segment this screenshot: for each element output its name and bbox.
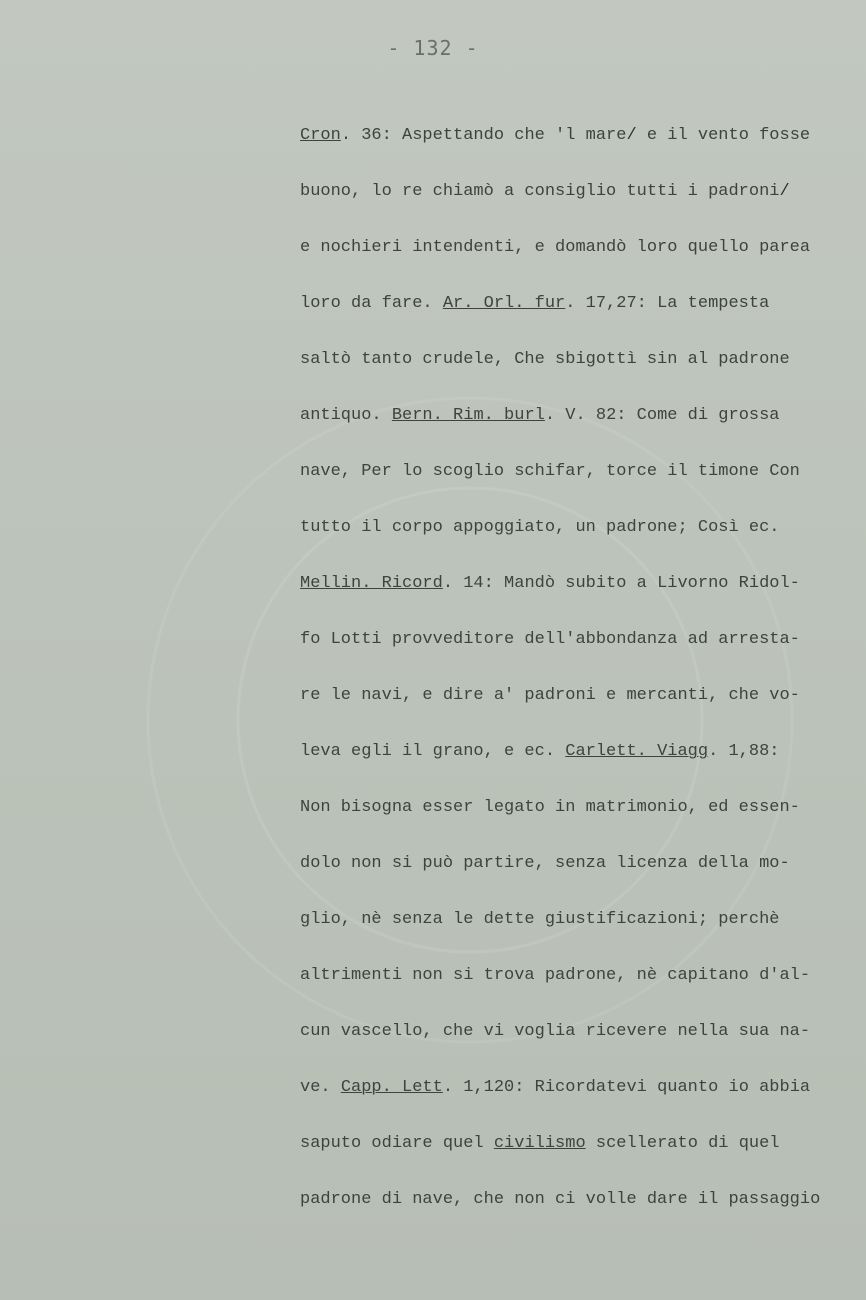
text-line — [300, 164, 860, 220]
text-line — [300, 444, 860, 500]
text-line — [300, 892, 860, 948]
text-line — [300, 724, 860, 780]
text-segment: altrimenti non si trova padrone, nè capitano d'al- — [300, 966, 811, 985]
text-segment: . 1,120: Ricordatevi quanto io abbia — [442, 1078, 811, 1097]
text-segment: dolo non si può partire, senza licenza della mo- — [300, 854, 790, 873]
text-segment: . 1,88: — [708, 742, 780, 761]
text-segment: . 14: Mandò subito a Livorno Ridol- — [442, 574, 800, 593]
text-segment: cun vascello, che vi voglia ricevere nella sua na- — [300, 1022, 811, 1041]
underlined-citation: Mellin. Ricord — [300, 574, 443, 593]
text-line — [300, 1116, 860, 1172]
text-segment: nave, Per lo scoglio schifar, torce il timone Con — [300, 462, 800, 481]
text-line — [300, 612, 860, 668]
text-line — [300, 836, 860, 892]
text-line — [300, 1004, 860, 1060]
underlined-citation: Cron — [300, 126, 341, 145]
text-segment: loro da fare. — [300, 294, 443, 313]
text-segment: antiquo. — [300, 406, 392, 425]
underlined-citation: Carlett. Viagg — [565, 742, 709, 761]
text-line — [300, 668, 860, 724]
text-segment: saputo odiare quel — [300, 1134, 494, 1153]
text-line — [300, 500, 860, 556]
underlined-citation: Capp. Lett — [340, 1078, 443, 1097]
text-segment: . V. 82: Come di grossa — [544, 406, 780, 425]
text-line — [300, 556, 860, 612]
text-line — [300, 780, 860, 836]
text-segment: re le navi, e dire a' padroni e mercanti, che vo- — [300, 686, 800, 705]
text-segment: Non bisogna esser legato in matrimonio, ed essen- — [300, 798, 800, 817]
text-segment: . 36: Aspettando che 'l mare — [340, 126, 627, 145]
text-segment: glio, nè senza le dette giustificazioni; perchè — [300, 910, 780, 929]
body-text — [300, 108, 860, 1228]
text-segment: scellerato di quel — [585, 1134, 780, 1153]
text-segment: . 17,27: La tempesta — [565, 294, 770, 313]
text-segment: fo Lotti provveditore dell'abbondanza ad arresta- — [300, 630, 800, 649]
text-segment: tutto il corpo appoggiato, un padrone; Così ec. — [300, 518, 780, 537]
correction-mark: / — [779, 182, 790, 201]
underlined-citation: civilismo — [493, 1134, 586, 1153]
text-line — [300, 388, 860, 444]
text-segment: leva egli il grano, e ec. — [300, 742, 566, 761]
text-line — [300, 332, 860, 388]
page-number: - 132 - — [387, 36, 479, 60]
text-line — [300, 1172, 860, 1228]
text-line — [300, 1060, 860, 1116]
text-segment: saltò tanto crudele, Che sbigottì sin al padrone — [300, 350, 790, 369]
text-line — [300, 276, 860, 332]
text-segment: ve. — [300, 1078, 341, 1097]
correction-mark: / — [626, 126, 637, 145]
underlined-citation: Ar. Orl. fur — [442, 294, 566, 313]
text-segment: e il vento fosse — [636, 126, 811, 145]
text-segment: padrone di nave, che non ci volle dare il passaggio — [300, 1190, 821, 1209]
text-line — [300, 948, 860, 1004]
text-segment: buono, lo re chiamò a consiglio tutti i padroni — [300, 182, 780, 201]
text-segment: e nochieri intendenti, e domandò loro quello parea — [300, 238, 811, 257]
underlined-citation: Bern. Rim. burl — [391, 406, 545, 425]
text-line — [300, 108, 860, 164]
text-line — [300, 220, 860, 276]
